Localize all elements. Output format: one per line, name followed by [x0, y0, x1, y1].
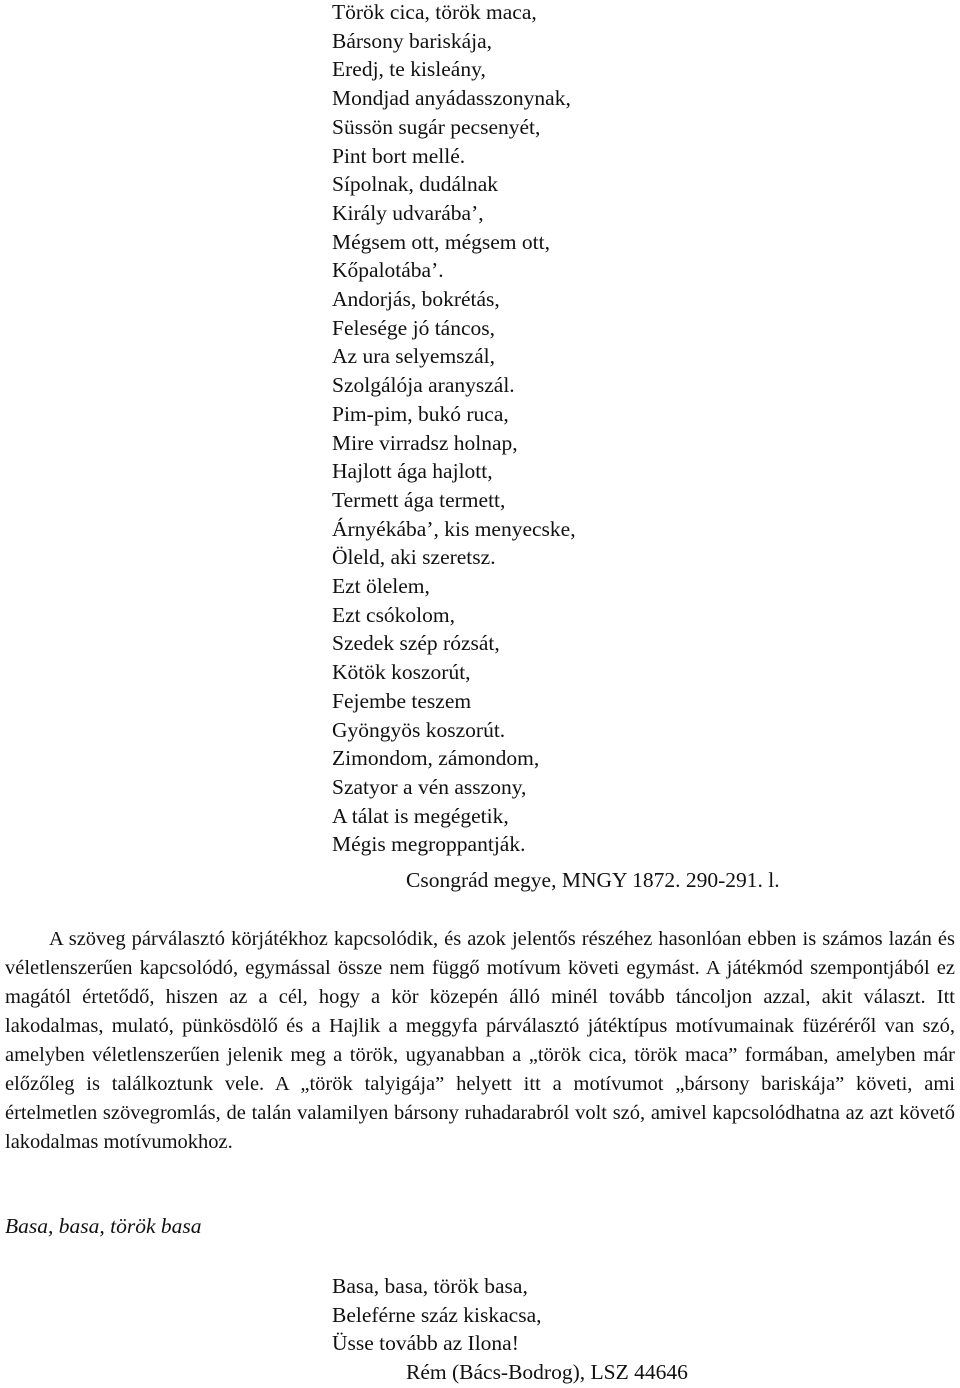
poem-verse-block — [332, 0, 576, 859]
poem-line: Süssön sugár pecsenyét, — [332, 114, 541, 139]
poem-line: Kötök koszorút, — [332, 660, 471, 685]
poem-line: Pint bort mellé. — [332, 143, 466, 168]
poem-line: Üsse tovább az Ilona! — [332, 1331, 519, 1356]
poem-line: A tálat is megégetik, — [332, 803, 509, 828]
poem-source-citation: Rém (Bács-Bodrog), LSZ 44646 — [406, 1360, 688, 1384]
commentary-paragraph: A szöveg párválasztó körjátékhoz kapcsolódik, és azok jelentős részéhez hasonlóan ebben is számos lazán és véletlenszerűen kapcsolódó, egymással össze nem függő motívum követi egymást. A játékmód szempontjából ez magától értetődő, hiszen az a cél, hogy a kör közepén álló minél tovább táncoljon azzal, akit választ. Itt lakodalmas, mulató, pünkösdölő és a Hajlik a meggyfa párválasztó játéktípus motívumainak füzéréről van szó, amelyben véletlenszerűen jelenik meg a török, ugyanabban a „török cica, török maca” formában, amelyben már előzőleg is találkoztunk vele. A „török talyigája” helyett itt a motívumot „bársony bariskája” követi, ami értelmetlen szövegromlás, de talán valamilyen bársony ruhadarabról volt szó, amivel kapcsolódhatna az azt követő lakodalmas motívumokhoz. — [5, 928, 955, 1153]
poem-line: Mégis megroppantják. — [332, 832, 526, 857]
poem-line: Pim-pim, bukó ruca, — [332, 401, 509, 426]
poem-line: Öleld, aki szeretsz. — [332, 545, 496, 570]
poem-line: Basa, basa, török basa, — [332, 1274, 528, 1298]
poem-line: Szedek szép rózsát, — [332, 631, 500, 656]
poem-line: Felesége jó táncos, — [332, 315, 495, 340]
poem-line: Gyöngyös koszorút. — [332, 717, 506, 742]
poem-source-citation: Csongrád megye, MNGY 1872. 290-291. l. — [406, 868, 780, 892]
poem-line: Sípolnak, dudálnak — [332, 172, 499, 197]
poem-line: Eredj, te kisleány, — [332, 57, 486, 82]
poem-line: Szatyor a vén asszony, — [332, 774, 527, 799]
poem-line: Az ura selyemszál, — [332, 344, 495, 369]
poem-line: Ezt ölelem, — [332, 574, 430, 599]
poem-line: Szolgálója aranyszál. — [332, 373, 515, 398]
poem-line: Andorjás, bokrétás, — [332, 287, 500, 312]
poem-line: Hajlott ága hajlott, — [332, 459, 493, 484]
poem-line: Mire virradsz holnap, — [332, 430, 518, 455]
poem-line: Beleférne száz kiskacsa, — [332, 1302, 542, 1327]
poem-verse-block — [332, 1272, 542, 1358]
poem-line: Bársony bariskája, — [332, 28, 493, 53]
poem-line: Mondjad anyádasszonynak, — [332, 86, 571, 111]
poem-line: Ezt csókolom, — [332, 602, 456, 627]
poem-line: Király udvarába’, — [332, 200, 484, 225]
poem-line: Zimondom, zámondom, — [332, 746, 540, 771]
poem-line: Árnyékába’, kis menyecske, — [332, 516, 576, 541]
poem-line: Mégsem ott, mégsem ott, — [332, 229, 550, 254]
poem-line: Török cica, török maca, — [332, 0, 537, 24]
poem-line: Kőpalotába’. — [332, 258, 444, 283]
poem-line: Fejembe teszem — [332, 688, 472, 713]
section-heading: Basa, basa, török basa — [5, 1214, 202, 1238]
poem-line: Termett ága termett, — [332, 487, 506, 512]
